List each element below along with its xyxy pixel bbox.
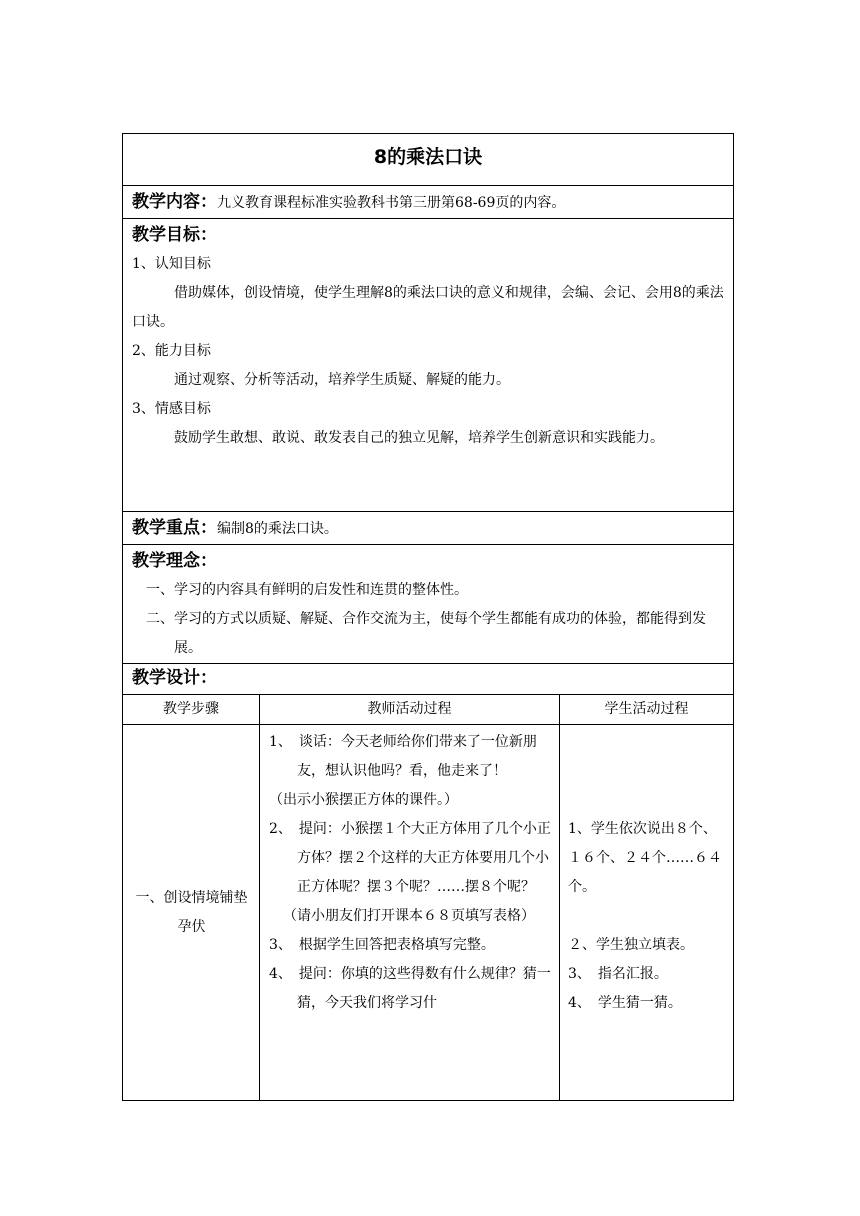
goal-heading-1: 1、认知目标 (132, 256, 211, 272)
goal-text-1: 借助媒体，创设情境，使学生理解8的乘法口诀的意义和规律，会编、会记、会用8的乘法口诀。 (132, 285, 724, 330)
lesson-plan-table (122, 133, 734, 1101)
column-header-student: 学生活动过程 (560, 695, 734, 725)
column-header-step: 教学步骤 (123, 695, 260, 725)
lesson-plan-page (122, 133, 733, 1101)
teacher-step-3: 3、 根据学生回答把表格填写完整。 (269, 937, 495, 953)
student-step-3: 3、 指名汇报。 (568, 966, 668, 982)
philosophy-item-2: 二、学习的方式以质疑、解疑、合作交流为主，使每个学生都能有成功的体验，都能得到发展。 (146, 611, 706, 656)
design-column-headers (123, 695, 734, 725)
design-row (123, 664, 734, 695)
goal-text-3: 鼓励学生敢想、敢说、敢发表自己的独立见解，培养学生创新意识和实践能力。 (174, 430, 664, 446)
teacher-note-2: （请小朋友们打开课本６８页填写表格） (283, 908, 535, 924)
philosophy-label: 教学理念： (132, 551, 217, 571)
teacher-step-2: 2、 提问：小猴摆１个大正方体用了几个小正方体？摆２个这样的大正方体要用几个小正方体呢？摆３个呢？……摆８个呢？ (269, 821, 551, 895)
student-step-1: 1、学生依次说出８个、１６个、２４个……６４个。 (568, 821, 722, 895)
key-point-row (123, 512, 734, 545)
content-row (123, 186, 734, 219)
goal-heading-2: 2、能力目标 (132, 343, 211, 359)
key-point-label: 教学重点： (132, 518, 217, 538)
column-header-teacher: 教师活动过程 (260, 695, 560, 725)
philosophy-item-1: 一、学习的内容具有鲜明的启发性和连贯的整体性。 (146, 582, 468, 598)
philosophy-row (123, 545, 734, 664)
teacher-step-4: 4、 提问：你填的这些得数有什么规律？猜一猜，今天我们将学习什 (269, 966, 551, 1011)
step-cell (123, 725, 260, 1101)
content-text: 九义教育课程标准实验教科书第三册第68-69页的内容。 (217, 195, 566, 211)
teacher-note-1: （出示小猴摆正方体的课件。） (269, 792, 458, 808)
teacher-step-1: 1、 谈话：今天老师给你们带来了一位新朋友，想认识他吗？看，他走来了！ (269, 734, 537, 779)
goals-row (123, 219, 734, 512)
goals-label: 教学目标： (132, 225, 217, 245)
document-title: 8的乘法口诀 (123, 134, 734, 186)
goal-text-2: 通过观察、分析等活动，培养学生质疑、解疑的能力。 (174, 372, 510, 388)
design-step-row (123, 725, 734, 1101)
student-step-4: 4、 学生猜一猜。 (568, 995, 682, 1011)
goal-heading-3: 3、情感目标 (132, 401, 211, 417)
key-point-text: 编制8的乘法口诀。 (217, 521, 338, 537)
content-label: 教学内容： (132, 192, 217, 212)
student-step-2: ２、学生独立填表。 (568, 937, 694, 953)
student-activity-cell (560, 725, 734, 1101)
step-text: 一、创设情境铺垫孕伏 (135, 889, 248, 935)
design-label: 教学设计： (132, 668, 217, 688)
teacher-activity-cell (260, 725, 560, 1101)
